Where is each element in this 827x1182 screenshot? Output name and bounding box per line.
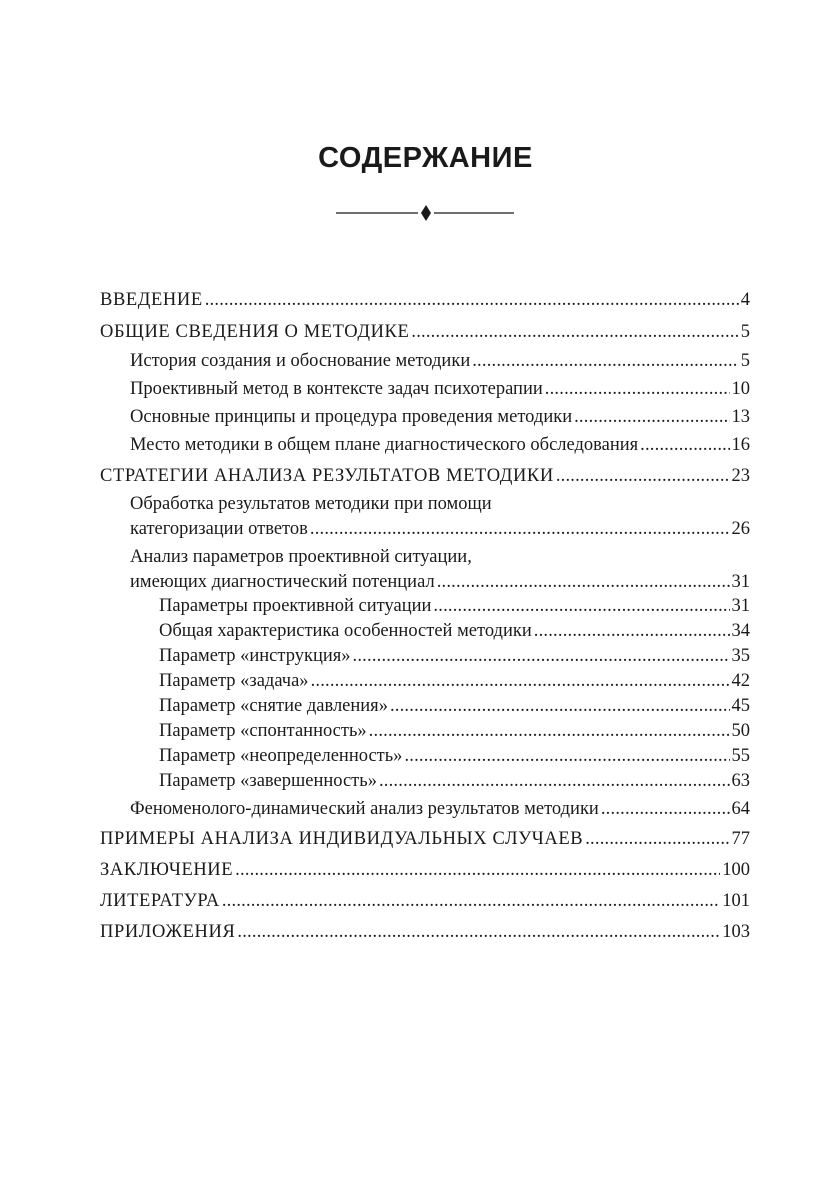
- toc-entry-principles[interactable]: [130, 404, 750, 430]
- toc-leader-dots: [545, 376, 730, 402]
- toc-entry-label: Анализ параметров проективной ситуации,: [130, 547, 472, 567]
- toc-leader-dots: [235, 857, 720, 883]
- toc-entry-label: имеющих диагностический потенциал: [130, 572, 435, 592]
- toc-entry-processing-line1[interactable]: [130, 491, 750, 517]
- toc-entry-param-uncertainty[interactable]: [159, 743, 750, 769]
- toc-entry-label: Проективный метод в контексте задач психотерапии: [130, 379, 543, 399]
- toc-entry-general-characteristics[interactable]: [159, 618, 750, 644]
- toc-leader-dots: [237, 919, 720, 945]
- toc-entry-param-completeness[interactable]: [159, 768, 750, 794]
- toc-page-number: 5: [740, 322, 750, 342]
- page-title: СОДЕРЖАНИЕ: [318, 142, 533, 174]
- toc-entry-projective-method[interactable]: [130, 376, 750, 402]
- toc-entry-label: ПРИЛОЖЕНИЯ: [100, 922, 236, 942]
- toc-entry-label: Параметр «неопределенность»: [159, 746, 403, 766]
- toc-entry-label: Параметры проективной ситуации: [159, 596, 432, 616]
- toc-entry-projective-params[interactable]: [159, 593, 750, 619]
- toc-leader-dots: [574, 404, 729, 430]
- toc-page-number: 10: [731, 379, 750, 399]
- toc-entry-place[interactable]: [130, 432, 750, 458]
- toc-leader-dots: [404, 743, 729, 769]
- toc-entry-analysis-params-line1[interactable]: [130, 544, 750, 570]
- toc-entry-label: ЛИТЕРАТУРА: [100, 891, 220, 911]
- toc-entry-label: Место методики в общем плане диагностического обследования: [130, 435, 639, 455]
- toc-leader-dots: [433, 593, 729, 619]
- toc-entry-introduction[interactable]: [100, 287, 750, 313]
- toc-entry-label: Параметр «снятие давления»: [159, 696, 388, 716]
- toc-entry-phenomenological[interactable]: [130, 796, 750, 822]
- toc-page-number: 5: [740, 351, 750, 371]
- toc-leader-dots: [534, 618, 730, 644]
- toc-entry-label: ЗАКЛЮЧЕНИЕ: [100, 860, 234, 880]
- toc-page-number: 34: [731, 621, 750, 641]
- toc-entry-param-instruction[interactable]: [159, 643, 750, 669]
- toc-leader-dots: [379, 768, 730, 794]
- toc-entry-label: ОБЩИЕ СВЕДЕНИЯ О МЕТОДИКЕ: [100, 322, 410, 342]
- toc-leader-dots: [411, 319, 738, 345]
- toc-entry-param-pressure[interactable]: [159, 693, 750, 719]
- toc-leader-dots: [390, 693, 730, 719]
- toc-page-number: 42: [731, 671, 750, 691]
- toc-leader-dots: [585, 826, 729, 852]
- toc-entry-literature[interactable]: [100, 888, 750, 914]
- toc-page-number: 23: [731, 466, 750, 486]
- toc-entry-label: ПРИМЕРЫ АНАЛИЗА ИНДИВИДУАЛЬНЫХ СЛУЧАЕВ: [100, 829, 584, 849]
- toc-entry-label: Параметр «спонтанность»: [159, 721, 367, 741]
- toc-leader-dots: [205, 287, 739, 313]
- toc-page-number: 4: [740, 290, 750, 310]
- toc-page-number: 100: [722, 860, 750, 880]
- toc-page-number: 16: [731, 435, 750, 455]
- toc-entry-label: Общая характеристика особенностей методики: [159, 621, 532, 641]
- toc-entry-param-spontaneity[interactable]: [159, 718, 750, 744]
- toc-entry-processing[interactable]: [130, 516, 750, 542]
- toc-page-number: 50: [731, 721, 750, 741]
- toc-page-number: 101: [722, 891, 750, 911]
- toc-entry-label: категоризации ответов: [130, 519, 308, 539]
- toc-page-number: 31: [731, 572, 750, 592]
- toc-entry-param-task[interactable]: [159, 668, 750, 694]
- toc-page-number: 64: [731, 799, 750, 819]
- toc-entry-history[interactable]: [130, 348, 750, 374]
- toc-leader-dots: [222, 888, 720, 914]
- toc-entry-label: Основные принципы и процедура проведения методики: [130, 407, 573, 427]
- toc-entry-label: Параметр «задача»: [159, 671, 309, 691]
- toc-page-number: 26: [731, 519, 750, 539]
- toc-page-number: 103: [722, 922, 750, 942]
- toc-entry-case-examples[interactable]: [100, 826, 750, 852]
- title-divider-ornament: [336, 203, 516, 223]
- toc-entry-conclusion[interactable]: [100, 857, 750, 883]
- toc-entry-strategies[interactable]: [100, 463, 750, 489]
- toc-leader-dots: [601, 796, 730, 822]
- toc-leader-dots: [472, 348, 739, 374]
- toc-leader-dots: [353, 643, 730, 669]
- toc-entry-label: Параметр «инструкция»: [159, 646, 351, 666]
- toc-leader-dots: [310, 516, 730, 542]
- toc-leader-dots: [437, 569, 730, 595]
- toc-entry-appendices[interactable]: [100, 919, 750, 945]
- toc-leader-dots: [640, 432, 729, 458]
- toc-page-number: 63: [731, 771, 750, 791]
- toc-page-number: 13: [731, 407, 750, 427]
- toc-page-number: 31: [731, 596, 750, 616]
- toc-entry-label: Параметр «завершенность»: [159, 771, 377, 791]
- toc-entry-label: СТРАТЕГИИ АНАЛИЗА РЕЗУЛЬТАТОВ МЕТОДИКИ: [100, 466, 554, 486]
- toc-page-number: 55: [731, 746, 750, 766]
- toc-entry-label: Феноменолого-динамический анализ результатов методики: [130, 799, 599, 819]
- toc-leader-dots: [369, 718, 730, 744]
- toc-entry-general-info[interactable]: [100, 319, 750, 345]
- toc-entry-label: ВВЕДЕНИЕ: [100, 290, 203, 310]
- toc-entry-label: Обработка результатов методики при помощи: [130, 494, 492, 514]
- toc-entry-label: История создания и обоснование методики: [130, 351, 471, 371]
- toc-entry-analysis-params[interactable]: [130, 569, 750, 595]
- toc-page-number: 35: [731, 646, 750, 666]
- toc-page-number: 77: [731, 829, 750, 849]
- toc-leader-dots: [311, 668, 730, 694]
- toc-page-number: 45: [731, 696, 750, 716]
- toc-leader-dots: [556, 463, 730, 489]
